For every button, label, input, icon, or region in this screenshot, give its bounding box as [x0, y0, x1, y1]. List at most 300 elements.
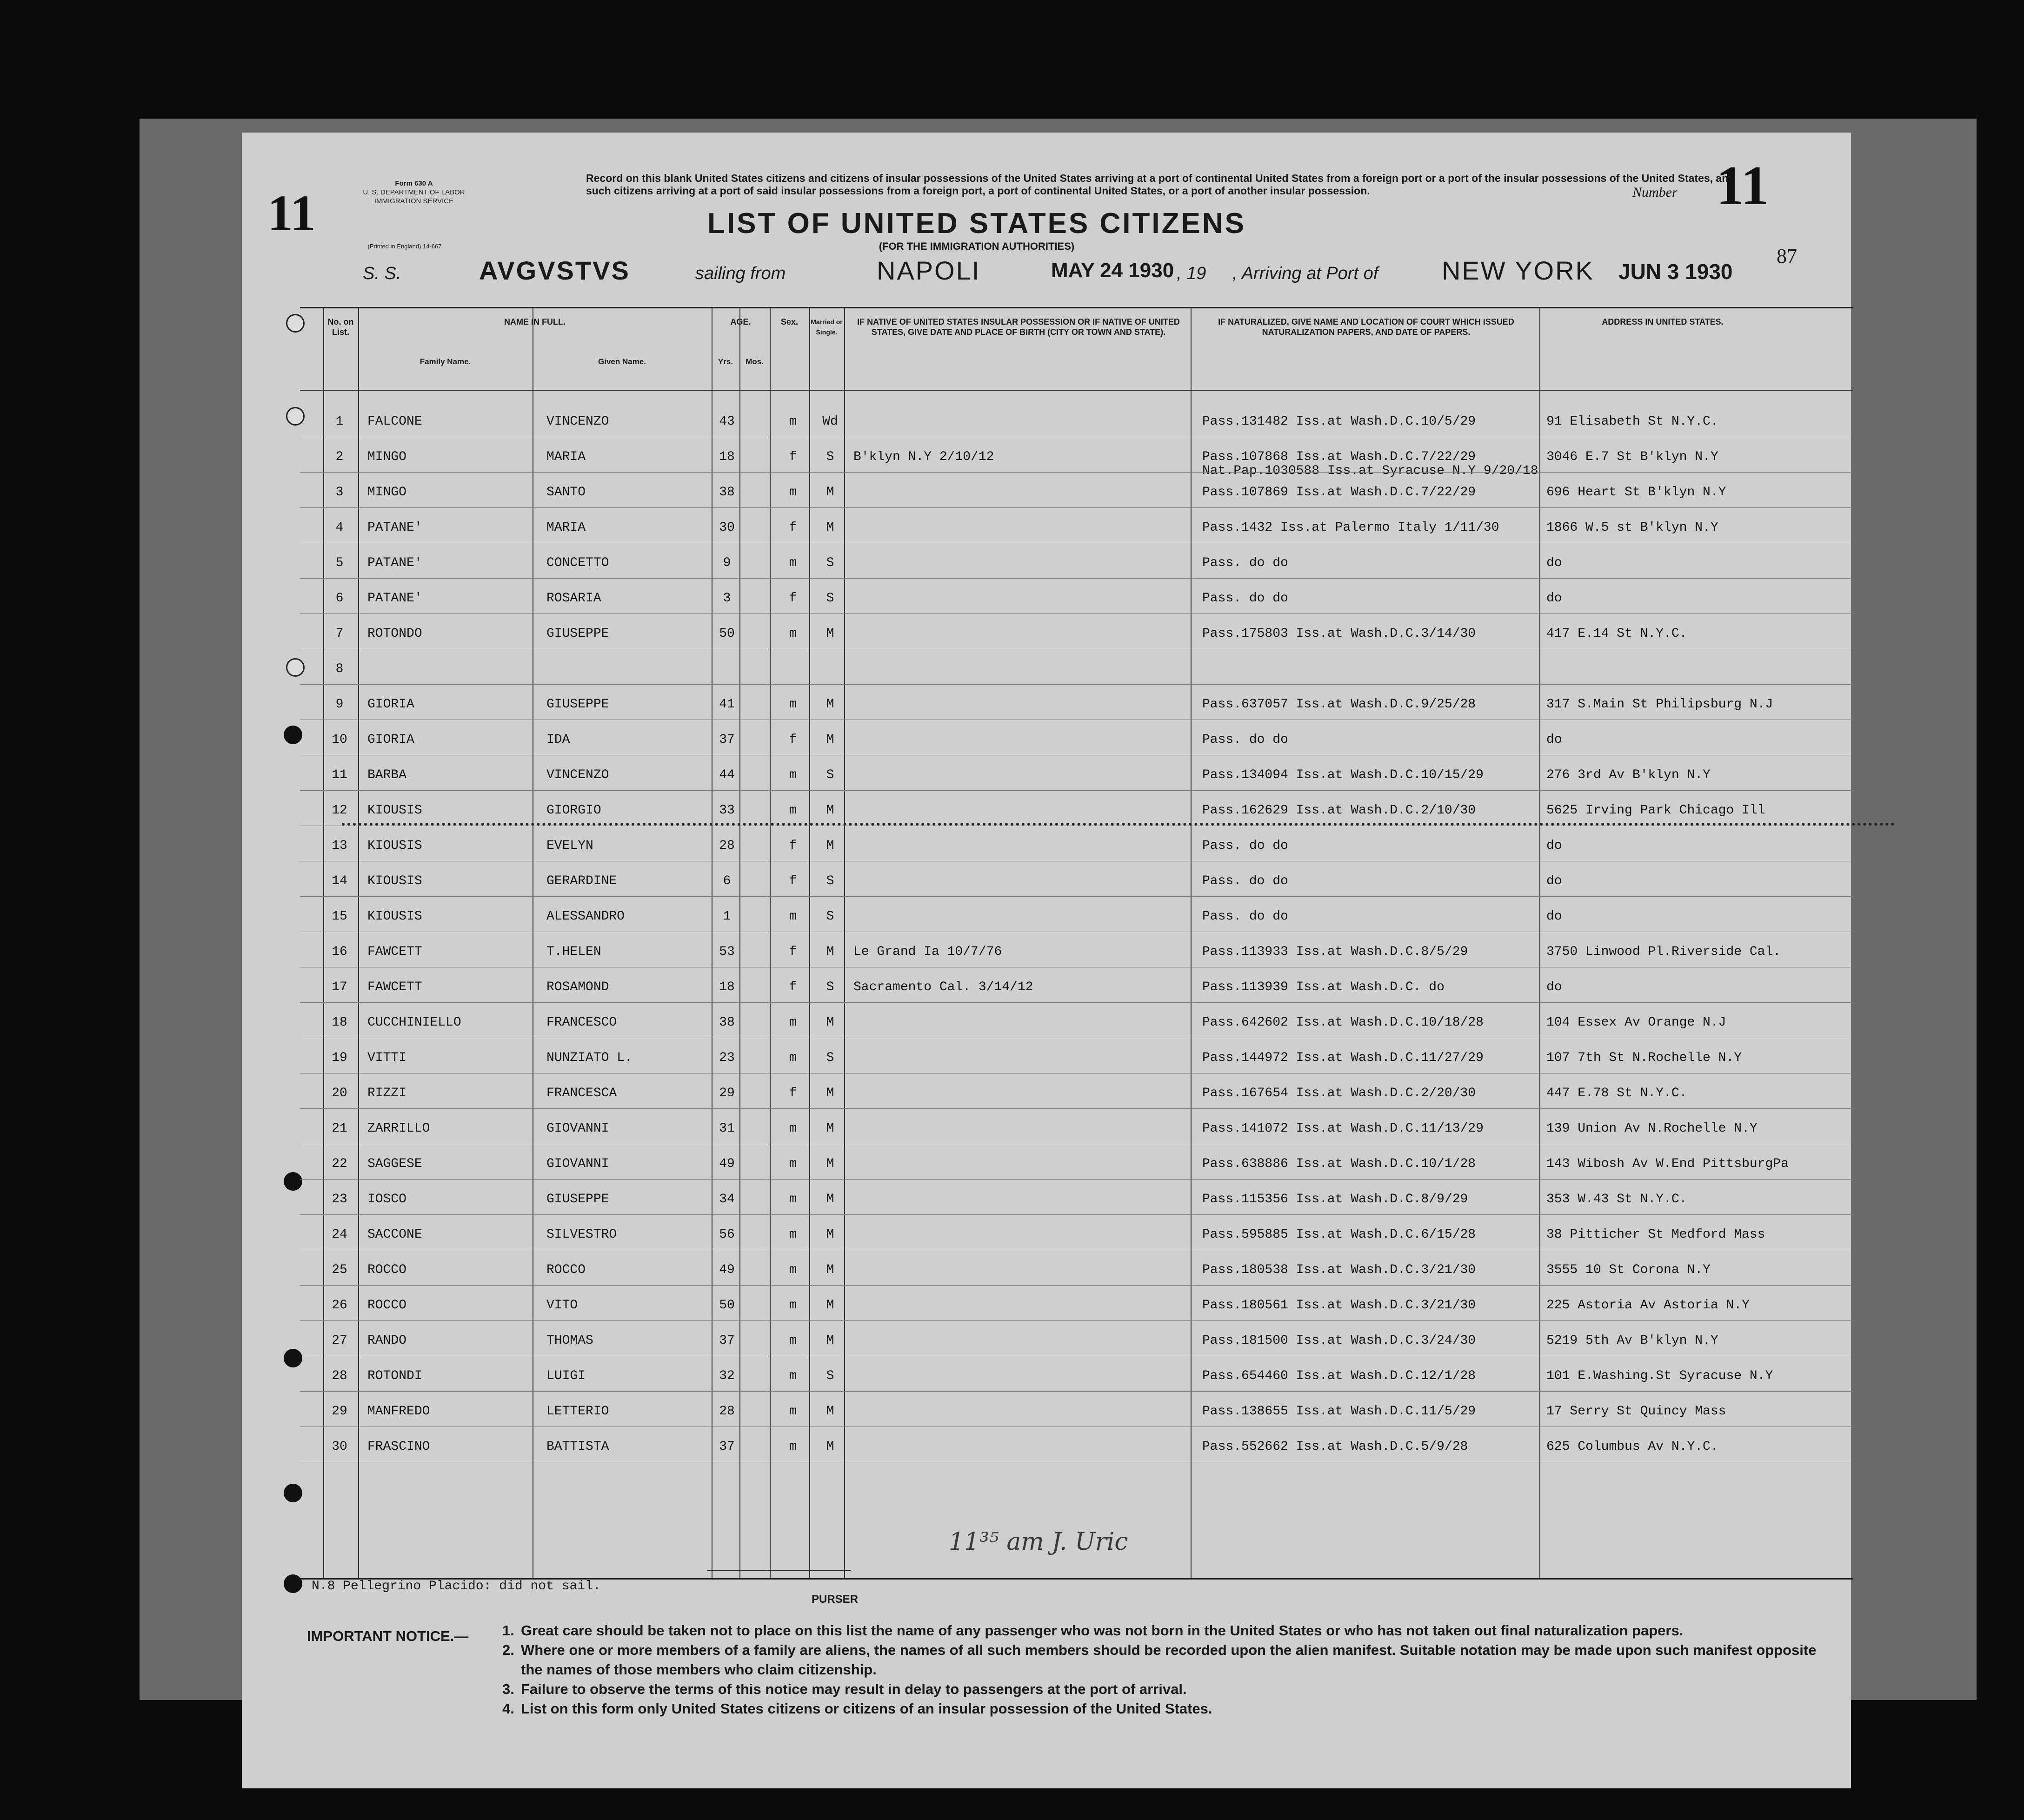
punch-hole [284, 1172, 302, 1191]
given-name: ROCCO [546, 1263, 586, 1277]
table-row [300, 1214, 1853, 1248]
table-row [300, 932, 1853, 965]
given-name: ROSAMOND [546, 980, 609, 994]
marital-status: M [826, 1157, 834, 1171]
given-name: LUIGI [546, 1369, 586, 1383]
sex: f [789, 450, 797, 464]
row-number: 30 [332, 1440, 347, 1454]
notice-item-number: 4. [502, 1700, 514, 1717]
year-label: , 19 [1177, 264, 1206, 283]
family-name: KIOUSIS [367, 909, 422, 924]
naturalization-papers: Pass.180561 Iss.at Wash.D.C.3/21/30 [1202, 1298, 1476, 1313]
age-years: 33 [719, 803, 735, 818]
age-years: 49 [719, 1263, 735, 1277]
sex: f [789, 1086, 797, 1100]
punch-hole [284, 1349, 302, 1367]
row-number: 3 [335, 485, 344, 500]
header-mos: Mos. [746, 357, 764, 366]
age-years: 37 [719, 1440, 735, 1454]
age-years: 50 [719, 627, 735, 641]
age-years: 56 [719, 1227, 735, 1242]
family-name: MINGO [367, 450, 407, 464]
header-native: IF NATIVE OF UNITED STATES INSULAR POSSESSION OR IF NATIVE OF UNITED STATES, GIVE DATE AND PLACE OF BIRTH (CITY OR TOWN AND STATE). [857, 317, 1180, 337]
notice-heading: IMPORTANT NOTICE.— [307, 1628, 469, 1644]
age-years: 32 [719, 1369, 735, 1383]
given-name: GIUSEPPE [546, 1192, 609, 1207]
row-number: 8 [335, 662, 344, 676]
us-address: 5219 5th Av B'klyn N.Y [1546, 1333, 1718, 1348]
family-name: BARBA [367, 768, 407, 782]
page-subtitle: (FOR THE IMMIGRATION AUTHORITIES) [879, 240, 1075, 252]
family-name: CUCCHINIELLO [367, 1015, 461, 1030]
list-number-right: 11 [1716, 154, 1769, 216]
table-row [300, 1038, 1853, 1071]
naturalization-papers: Pass.180538 Iss.at Wash.D.C.3/21/30 [1202, 1263, 1476, 1277]
family-name: RANDO [367, 1333, 407, 1348]
table-row [300, 1108, 1853, 1142]
row-number: 6 [335, 591, 344, 606]
sex: f [789, 839, 797, 853]
us-address: do [1546, 591, 1562, 606]
given-name: GIUSEPPE [546, 697, 609, 712]
row-number: 26 [332, 1298, 347, 1313]
arriving-label: , Arriving at Port of [1232, 264, 1378, 283]
marital-status: Wd [822, 414, 838, 429]
age-years: 53 [719, 945, 735, 959]
sex: m [789, 1121, 797, 1136]
sex: m [789, 556, 797, 570]
row-number: 25 [332, 1263, 347, 1277]
sex: f [789, 520, 797, 535]
us-address: do [1546, 909, 1562, 924]
age-years: 50 [719, 1298, 735, 1313]
voyage-line [242, 253, 1851, 295]
row-number: 28 [332, 1369, 347, 1383]
family-name: ZARRILLO [367, 1121, 430, 1136]
family-name: SACCONE [367, 1227, 422, 1242]
marital-status: M [826, 1440, 834, 1454]
sex: m [789, 1404, 797, 1419]
family-name: ROTONDI [367, 1369, 422, 1383]
sailing-date: MAY 24 1930 [1051, 259, 1174, 282]
table-row [300, 755, 1853, 788]
row-number: 10 [332, 733, 347, 747]
table-row [300, 1144, 1853, 1177]
sex: m [789, 1298, 797, 1313]
department: U. S. DEPARTMENT OF LABOR [363, 188, 465, 196]
naturalization-papers: Pass.141072 Iss.at Wash.D.C.11/13/29 [1202, 1121, 1484, 1136]
row-number: 11 [332, 768, 347, 782]
given-name: VINCENZO [546, 414, 609, 429]
age-years: 28 [719, 1404, 735, 1419]
row-number: 7 [335, 627, 344, 641]
service: IMMIGRATION SERVICE [374, 197, 454, 205]
family-name: KIOUSIS [367, 803, 422, 818]
given-name: NUNZIATO L. [546, 1051, 632, 1065]
naturalization-papers: Pass.595885 Iss.at Wash.D.C.6/15/28 [1202, 1227, 1476, 1242]
sex: m [789, 803, 797, 818]
naturalization-papers: Pass.107869 Iss.at Wash.D.C.7/22/29 [1202, 485, 1476, 500]
marital-status: M [826, 1192, 834, 1207]
form-number: Form 630 A [395, 180, 433, 187]
sex: m [789, 1263, 797, 1277]
row-number: 27 [332, 1333, 347, 1348]
us-address: 317 S.Main St Philipsburg N.J [1546, 697, 1773, 712]
family-name: GIORIA [367, 697, 414, 712]
age-years: 18 [719, 980, 735, 994]
marital-status: M [826, 485, 834, 500]
row-number: 4 [335, 520, 344, 535]
header-sex: Sex. [780, 317, 799, 327]
notice-item-number: 3. [502, 1681, 514, 1697]
age-years: 38 [719, 485, 735, 500]
given-name: FRANCESCA [546, 1086, 617, 1100]
row-number: 21 [332, 1121, 347, 1136]
naturalization-papers: Pass.638886 Iss.at Wash.D.C.10/1/28 [1202, 1157, 1476, 1171]
marital-status: M [826, 697, 834, 712]
sex: m [789, 1015, 797, 1030]
given-name: MARIA [546, 520, 586, 535]
notice-item [502, 1640, 1823, 1680]
marital-status: S [826, 450, 834, 464]
row-number: 16 [332, 945, 347, 959]
notice-item-number: 1. [502, 1622, 514, 1639]
given-name: BATTISTA [546, 1440, 609, 1454]
sex: f [789, 733, 797, 747]
family-name: FAWCETT [367, 945, 422, 959]
marital-status: S [826, 768, 834, 782]
naturalization-papers: Pass.113939 Iss.at Wash.D.C. do [1202, 980, 1445, 994]
table-row [300, 1427, 1853, 1460]
us-address: 143 Wibosh Av W.End PittsburgPa [1546, 1157, 1789, 1171]
sex: m [789, 1227, 797, 1242]
given-name: ROSARIA [546, 591, 601, 606]
given-name: ALESSANDRO [546, 909, 625, 924]
family-name: FRASCINO [367, 1440, 430, 1454]
given-name: SILVESTRO [546, 1227, 617, 1242]
age-years: 3 [723, 591, 731, 606]
row-number: 13 [332, 839, 347, 853]
age-years: 43 [719, 414, 735, 429]
us-address: 3750 Linwood Pl.Riverside Cal. [1546, 945, 1781, 959]
passenger-table [300, 307, 1853, 1580]
naturalization-papers: Pass.113933 Iss.at Wash.D.C.8/5/29 [1202, 945, 1468, 959]
naturalization-papers: Pass.181500 Iss.at Wash.D.C.3/24/30 [1202, 1333, 1476, 1348]
family-name: MANFREDO [367, 1404, 430, 1419]
family-name: KIOUSIS [367, 839, 422, 853]
family-name: FAWCETT [367, 980, 422, 994]
naturalization-papers: Pass.162629 Iss.at Wash.D.C.2/10/30 [1202, 803, 1476, 818]
marital-status: M [826, 733, 834, 747]
sex: m [789, 1369, 797, 1383]
marital-status: S [826, 591, 834, 606]
age-years: 37 [719, 733, 735, 747]
given-name: GERARDINE [546, 874, 617, 888]
family-name: FALCONE [367, 414, 422, 429]
sex: f [789, 874, 797, 888]
age-years: 9 [723, 556, 731, 570]
table-row [300, 861, 1853, 894]
naturalization-papers: Pass. do do [1202, 556, 1288, 570]
family-name: GIORIA [367, 733, 414, 747]
row-number: 5 [335, 556, 344, 570]
table-row [300, 1179, 1853, 1213]
sex: m [789, 1333, 797, 1348]
marital-status: S [826, 980, 834, 994]
family-name: PATANE' [367, 520, 422, 535]
marital-status: M [826, 1015, 834, 1030]
sailing-label: sailing from [695, 264, 786, 283]
sex: m [789, 414, 797, 429]
naturalization-papers: Pass. do do [1202, 591, 1288, 606]
us-address: 353 W.43 St N.Y.C. [1546, 1192, 1687, 1207]
naturalization-papers: Pass. do do [1202, 909, 1288, 924]
given-name: LETTERIO [546, 1404, 609, 1419]
sex: m [789, 627, 797, 641]
sex: m [789, 1157, 797, 1171]
row-number: 1 [335, 414, 344, 429]
naturalization-papers: Pass.134094 Iss.at Wash.D.C.10/15/29 [1202, 768, 1484, 782]
us-address: 417 E.14 St N.Y.C. [1546, 627, 1687, 641]
given-name: IDA [546, 733, 570, 747]
age-years: 38 [719, 1015, 735, 1030]
sex: f [789, 980, 797, 994]
marital-status: M [826, 803, 834, 818]
us-address: 3046 E.7 St B'klyn N.Y [1546, 450, 1718, 464]
family-name: ROCCO [367, 1263, 407, 1277]
age-years: 41 [719, 697, 735, 712]
notice-item-text: Where one or more members of a family are aliens, the names of all such members should be recorded upon the alien manifest. Suitable notation may be made upon such manifest opposite the names of those members who claim citizenship. [521, 1642, 1817, 1678]
table-row [300, 437, 1853, 478]
marital-status: M [826, 1333, 834, 1348]
row-number: 9 [335, 697, 344, 712]
table-row [300, 1002, 1853, 1036]
given-name: T.HELEN [546, 945, 601, 959]
us-address: 101 E.Washing.St Syracuse N.Y [1546, 1369, 1773, 1383]
family-name: MINGO [367, 485, 407, 500]
family-name: SAGGESE [367, 1157, 422, 1171]
sex: m [789, 1440, 797, 1454]
us-address: 5625 Irving Park Chicago Ill [1546, 803, 1765, 818]
row-number: 17 [332, 980, 347, 994]
family-name: ROCCO [367, 1298, 407, 1313]
notice-items [502, 1621, 1823, 1719]
row-number: 14 [332, 874, 347, 888]
header-name: NAME IN FULL. [504, 317, 566, 327]
naturalization-papers: Pass.654460 Iss.at Wash.D.C.12/1/28 [1202, 1369, 1476, 1383]
age-years: 18 [719, 450, 735, 464]
naturalization-papers: Pass.1432 Iss.at Palermo Italy 1/11/30 [1202, 520, 1499, 535]
notice-item-number: 2. [502, 1642, 514, 1658]
us-address: 107 7th St N.Rochelle N.Y [1546, 1051, 1742, 1065]
table-row [300, 543, 1853, 576]
naturalization-papers: Pass.131482 Iss.at Wash.D.C.10/5/29 [1202, 414, 1476, 429]
given-name: EVELYN [546, 839, 593, 853]
notice-item [502, 1699, 1823, 1719]
marital-status: S [826, 1369, 834, 1383]
header-yrs: Yrs. [718, 357, 733, 366]
marital-status: M [826, 1121, 834, 1136]
notice-item-text: Failure to observe the terms of this notice may result in delay to passengers at the port of arrival. [521, 1681, 1187, 1697]
ship-name: AVGVSTVS [479, 256, 630, 285]
table-row [300, 1356, 1853, 1389]
us-address: do [1546, 839, 1562, 853]
form-meta [335, 179, 493, 206]
table-row [300, 1073, 1853, 1107]
marital-status: S [826, 556, 834, 570]
table-row [300, 649, 1853, 682]
age-years: 23 [719, 1051, 735, 1065]
purser-label: PURSER [812, 1593, 859, 1606]
table-row [300, 826, 1853, 859]
marital-status: M [826, 839, 834, 853]
age-years: 29 [719, 1086, 735, 1100]
row-number: 2 [335, 450, 344, 464]
marital-status: M [826, 1404, 834, 1419]
punch-hole [284, 1574, 302, 1593]
us-address: do [1546, 733, 1562, 747]
us-address: do [1546, 556, 1562, 570]
table-row [300, 790, 1853, 824]
age-years: 1 [723, 909, 731, 924]
header-given: Given Name. [598, 357, 646, 366]
marital-status: M [826, 945, 834, 959]
notice-item [502, 1680, 1823, 1699]
number-label: Number [1632, 185, 1678, 200]
table-row [300, 967, 1853, 1000]
table-row [300, 896, 1853, 930]
row-number: 19 [332, 1051, 347, 1065]
notice-item-text: List on this form only United States citizens or citizens of an insular possession of the United States. [521, 1700, 1212, 1717]
age-years: 37 [719, 1333, 735, 1348]
family-name: VITTI [367, 1051, 407, 1065]
naturalization-papers: Pass.637057 Iss.at Wash.D.C.9/25/28 [1202, 697, 1476, 712]
us-address: 276 3rd Av B'klyn N.Y [1546, 768, 1711, 782]
given-name: GIORGIO [546, 803, 601, 818]
marital-status: M [826, 1263, 834, 1277]
us-address: 104 Essex Av Orange N.J [1546, 1015, 1726, 1030]
page-title: LIST OF UNITED STATES CITIZENS [707, 207, 1246, 240]
naturalization-papers: Pass.167654 Iss.at Wash.D.C.2/20/30 [1202, 1086, 1476, 1100]
sex: m [789, 485, 797, 500]
page-number: 87 [1777, 245, 1797, 267]
manifest-page [242, 133, 1851, 1788]
marital-status: M [826, 1298, 834, 1313]
table-row [300, 578, 1853, 612]
arrival-port: NEW YORK [1442, 256, 1594, 285]
table-row [300, 1320, 1853, 1354]
birth-place-date: Le Grand Ia 10/7/76 [853, 945, 1002, 959]
header-no: No. on List. [327, 317, 354, 337]
sex: m [789, 697, 797, 712]
table-row [300, 613, 1853, 647]
birth-place-date: Sacramento Cal. 3/14/12 [853, 980, 1033, 994]
row-number: 23 [332, 1192, 347, 1207]
given-name: GIOVANNI [546, 1157, 609, 1171]
sex: m [789, 909, 797, 924]
handwritten-signature: 11³⁵ am J. Uric [949, 1528, 1128, 1556]
row-number: 15 [332, 909, 347, 924]
naturalization-papers: Pass. do do [1202, 839, 1288, 853]
table-row [300, 720, 1853, 753]
table-row [300, 1285, 1853, 1319]
did-not-sail-note: N.8 Pellegrino Placido: did not sail. [312, 1579, 601, 1593]
age-years: 49 [719, 1157, 735, 1171]
age-years: 31 [719, 1121, 735, 1136]
family-name: IOSCO [367, 1192, 407, 1207]
naturalization-papers: Pass.175803 Iss.at Wash.D.C.3/14/30 [1202, 627, 1476, 641]
arrival-date-stamp: JUN 3 1930 [1618, 260, 1733, 284]
sex: m [789, 768, 797, 782]
birth-place-date: B'klyn N.Y 2/10/12 [853, 450, 994, 464]
marital-status: S [826, 1051, 834, 1065]
table-row [300, 507, 1853, 541]
us-address: do [1546, 980, 1562, 994]
us-address: 38 Pitticher St Medford Mass [1546, 1227, 1765, 1242]
naturalization-papers: Pass.138655 Iss.at Wash.D.C.11/5/29 [1202, 1404, 1476, 1419]
given-name: GIOVANNI [546, 1121, 609, 1136]
naturalization-papers: Pass.115356 Iss.at Wash.D.C.8/9/29 [1202, 1192, 1468, 1207]
naturalization-papers: Pass.552662 Iss.at Wash.D.C.5/9/28 [1202, 1440, 1468, 1454]
naturalization-papers-extra: Nat.Pap.1030588 Iss.at Syracuse N.Y 9/20/18 [1202, 464, 1538, 478]
printed-note: (Printed in England) 14-667 [367, 243, 442, 250]
given-name: CONCETTO [546, 556, 609, 570]
header-age: AGE. [730, 317, 751, 327]
marital-status: M [826, 1086, 834, 1100]
us-address: 447 E.78 St N.Y.C. [1546, 1086, 1687, 1100]
punch-hole [284, 726, 302, 744]
naturalization-papers: Pass.107868 Iss.at Wash.D.C.7/22/29 [1202, 450, 1476, 464]
naturalization-papers: Pass. do do [1202, 733, 1288, 747]
us-address: 139 Union Av N.Rochelle N.Y [1546, 1121, 1758, 1136]
sex: f [789, 591, 797, 606]
row-number: 22 [332, 1157, 347, 1171]
marital-status: S [826, 909, 834, 924]
header-address: ADDRESS IN UNITED STATES. [1602, 317, 1724, 327]
naturalization-papers: Pass.642602 Iss.at Wash.D.C.10/18/28 [1202, 1015, 1484, 1030]
family-name: PATANE' [367, 556, 422, 570]
departure-port: NAPOLI [877, 256, 981, 285]
marital-status: M [826, 520, 834, 535]
given-name: VITO [546, 1298, 578, 1313]
family-name: KIOUSIS [367, 874, 422, 888]
list-number-left: 11 [267, 185, 316, 241]
naturalization-papers: Pass.144972 Iss.at Wash.D.C.11/27/29 [1202, 1051, 1484, 1065]
age-years: 34 [719, 1192, 735, 1207]
row-number: 12 [332, 803, 347, 818]
age-years: 44 [719, 768, 735, 782]
family-name: PATANE' [367, 591, 422, 606]
us-address: 625 Columbus Av N.Y.C. [1546, 1440, 1718, 1454]
given-name: THOMAS [546, 1333, 593, 1348]
us-address: 1866 W.5 st B'klyn N.Y [1546, 520, 1718, 535]
given-name: FRANCESCO [546, 1015, 617, 1030]
given-name: MARIA [546, 450, 586, 464]
table-row [300, 1250, 1853, 1283]
sex: m [789, 1192, 797, 1207]
ss-label: S. S. [363, 264, 401, 283]
punch-hole [284, 1484, 302, 1502]
us-address: 91 Elisabeth St N.Y.C. [1546, 414, 1718, 429]
header-naturalized: IF NATURALIZED, GIVE NAME AND LOCATION OF COURT WHICH ISSUED NATURALIZATION PAPERS, AND DATE OF PAPERS. [1218, 317, 1514, 337]
header-married: Married or Single. [811, 318, 843, 336]
table-row [300, 1391, 1853, 1425]
given-name: SANTO [546, 485, 586, 500]
record-instructions: Record on this blank United States citizens and citizens of insular possessions of the United States arriving at a port of continental United States from a foreign port or a port of the insular possessions of the United States, and such citizens arriving at a port of said insular possessions from a foreign port, a port of continental United States, or a port of another insular possession. [586, 172, 1735, 197]
us-address: 17 Serry St Quincy Mass [1546, 1404, 1726, 1419]
row-number: 29 [332, 1404, 347, 1419]
purser-signature-line [707, 1570, 851, 1571]
